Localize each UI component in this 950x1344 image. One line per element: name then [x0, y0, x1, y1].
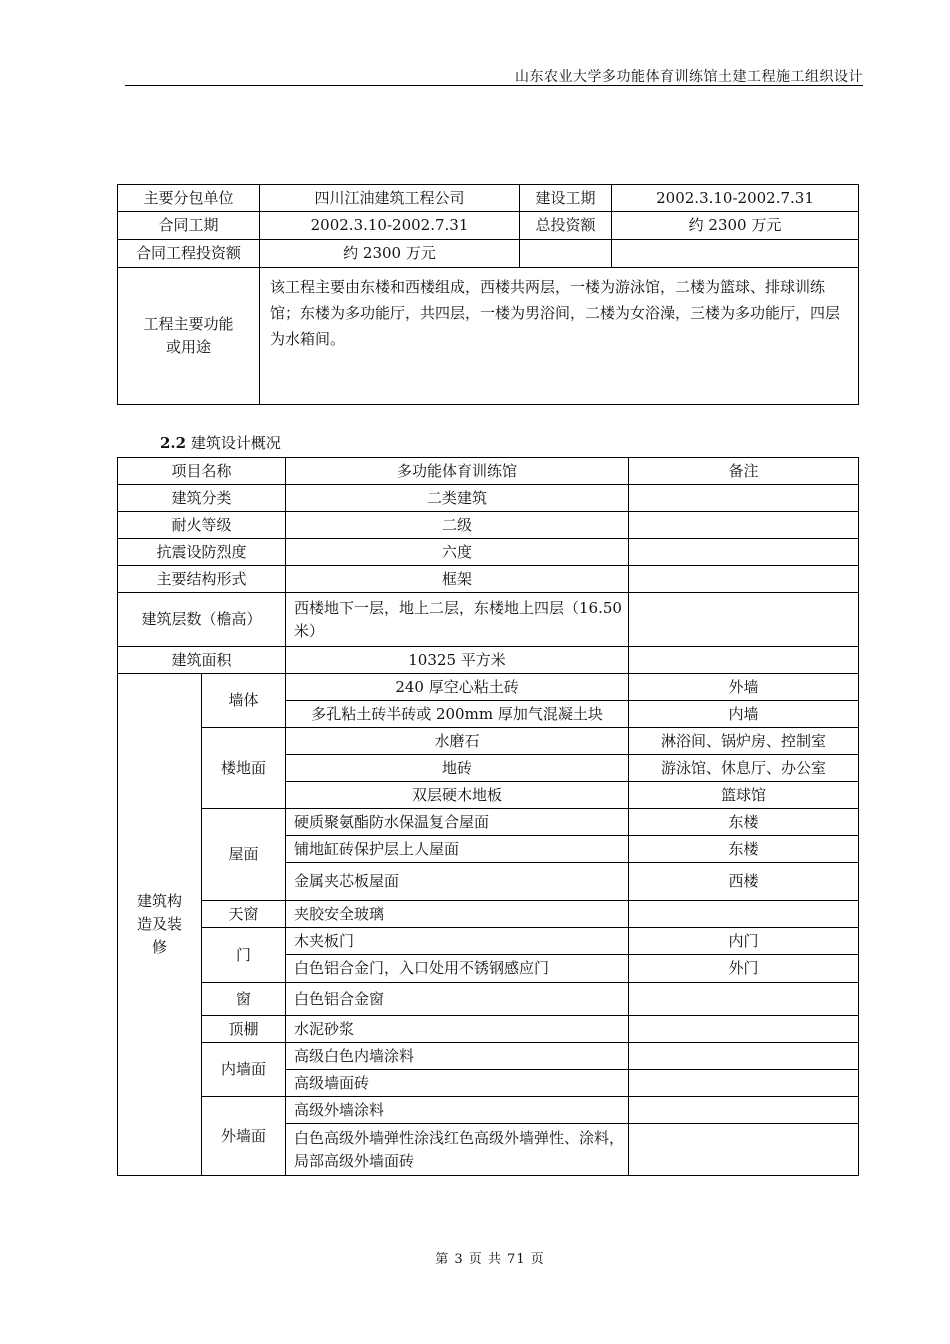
sub-label-wall: 墙体 — [202, 674, 286, 728]
table-row — [118, 809, 859, 836]
row-value: 高级墙面砖 — [286, 1070, 629, 1097]
table-row — [118, 593, 859, 647]
table-row — [118, 928, 859, 955]
label-contract-period: 合同工期 — [118, 212, 260, 240]
table-row — [118, 983, 859, 1016]
row-value: 六度 — [286, 539, 629, 566]
design-overview-table — [117, 457, 859, 1176]
row-value: 二类建筑 — [286, 485, 629, 512]
sub-label-floor: 楼地面 — [202, 728, 286, 809]
row-note — [629, 512, 859, 539]
row-value: 地砖 — [286, 755, 629, 782]
table-row — [118, 901, 859, 928]
row-note: 西楼 — [629, 863, 859, 901]
label-total-investment: 总投资额 — [520, 212, 612, 240]
row-note: 东楼 — [629, 836, 859, 863]
row-note — [629, 1016, 859, 1043]
row-note: 外墙 — [629, 674, 859, 701]
row-note — [629, 485, 859, 512]
value-subcontractor: 四川江油建筑工程公司 — [260, 185, 520, 212]
row-note — [629, 539, 859, 566]
row-value: 水泥砂浆 — [286, 1016, 629, 1043]
row-value: 高级白色内墙涂料 — [286, 1043, 629, 1070]
row-value: 多孔粘土砖半砖或 200mm 厚加气混凝土块 — [286, 701, 629, 728]
group-label-line1: 建筑构 — [136, 892, 182, 910]
row-value: 铺地缸砖保护层上人屋面 — [286, 836, 629, 863]
header-project: 多功能体育训练馆 — [286, 458, 629, 485]
table-row — [118, 1043, 859, 1070]
row-label: 建筑分类 — [118, 485, 286, 512]
value-contract-investment: 约 2300 万元 — [260, 240, 520, 268]
sub-label-inner-wall: 内墙面 — [202, 1043, 286, 1097]
row-note — [629, 647, 859, 674]
value-total-investment: 约 2300 万元 — [612, 212, 859, 240]
table-row — [118, 268, 859, 405]
table-row — [118, 485, 859, 512]
table-row — [118, 539, 859, 566]
running-header: 山东农业大学多功能体育训练馆土建工程施工组织设计 — [515, 69, 863, 85]
sub-label-door: 门 — [202, 928, 286, 983]
row-value: 框架 — [286, 566, 629, 593]
sub-label-ceiling: 顶棚 — [202, 1016, 286, 1043]
row-note — [629, 983, 859, 1016]
row-note — [629, 1043, 859, 1070]
row-label: 建筑层数（檐高） — [118, 593, 286, 647]
row-note — [629, 1097, 859, 1124]
label-contract-investment: 合同工程投资额 — [118, 240, 260, 268]
page-footer: 第 3 页 共 71 页 — [435, 1252, 545, 1267]
row-value: 木夹板门 — [286, 928, 629, 955]
row-value: 金属夹芯板屋面 — [286, 863, 629, 901]
row-value: 二级 — [286, 512, 629, 539]
sub-label-skylight: 天窗 — [202, 901, 286, 928]
table-row — [118, 185, 859, 212]
table-row — [118, 240, 859, 268]
group-label-line3: 修 — [151, 938, 167, 956]
row-note — [629, 593, 859, 647]
section-title: 建筑设计概况 — [186, 434, 281, 452]
row-label: 建筑面积 — [118, 647, 286, 674]
row-note — [629, 1124, 859, 1176]
group-label-line2: 造及装 — [136, 915, 182, 933]
row-note — [629, 901, 859, 928]
header-item-name: 项目名称 — [118, 458, 286, 485]
row-value: 夹胶安全玻璃 — [286, 901, 629, 928]
row-value: 双层硬木地板 — [286, 782, 629, 809]
row-label: 耐火等级 — [118, 512, 286, 539]
label-subcontractor: 主要分包单位 — [118, 185, 260, 212]
row-note: 外门 — [629, 955, 859, 983]
value-contract-period: 2002.3.10-2002.7.31 — [260, 212, 520, 240]
row-note — [629, 566, 859, 593]
row-value: 水磨石 — [286, 728, 629, 755]
section-heading — [160, 432, 281, 453]
table-row — [118, 566, 859, 593]
row-label: 抗震设防烈度 — [118, 539, 286, 566]
table-header-row — [118, 458, 859, 485]
row-label: 主要结构形式 — [118, 566, 286, 593]
row-value: 240 厚空心粘土砖 — [286, 674, 629, 701]
label-construction-period: 建设工期 — [520, 185, 612, 212]
row-note: 游泳馆、休息厅、办公室 — [629, 755, 859, 782]
row-value: 白色铝合金窗 — [286, 983, 629, 1016]
header-note: 备注 — [629, 458, 859, 485]
empty-cell — [520, 240, 612, 268]
project-info-table — [117, 184, 859, 405]
table-row — [118, 1016, 859, 1043]
row-value: 白色高级外墙弹性涂浅红色高级外墙弹性、涂料，局部高级外墙面砖 — [286, 1124, 629, 1176]
label-main-function-line2: 或用途 — [165, 338, 211, 356]
sub-label-outer-wall: 外墙面 — [202, 1097, 286, 1176]
table-row — [118, 728, 859, 755]
header-rule — [125, 85, 863, 86]
section-number: 2.2 — [160, 434, 187, 452]
row-note: 东楼 — [629, 809, 859, 836]
row-note — [629, 1070, 859, 1097]
row-value: 高级外墙涂料 — [286, 1097, 629, 1124]
row-note: 内墙 — [629, 701, 859, 728]
value-construction-period: 2002.3.10-2002.7.31 — [612, 185, 859, 212]
row-value: 白色铝合金门，入口处用不锈钢感应门 — [286, 955, 629, 983]
row-value: 10325 平方米 — [286, 647, 629, 674]
row-note: 内门 — [629, 928, 859, 955]
row-value: 西楼地下一层，地上二层，东楼地上四层（16.50 米） — [286, 593, 629, 647]
label-main-function-line1: 工程主要功能 — [143, 315, 234, 333]
value-main-function: 该工程主要由东楼和西楼组成，西楼共两层，一楼为游泳馆，二楼为篮球、排球训练馆；东楼为多功能厅，共四层，一楼为男浴间，二楼为女浴澡，三楼为多功能厅，四层为水箱间。 — [260, 268, 859, 405]
table-row — [118, 647, 859, 674]
table-row — [118, 674, 859, 701]
sub-label-roof: 屋面 — [202, 809, 286, 901]
label-main-function — [118, 268, 260, 405]
empty-cell — [612, 240, 859, 268]
table-row — [118, 1097, 859, 1124]
table-row — [118, 212, 859, 240]
sub-label-window: 窗 — [202, 983, 286, 1016]
row-note: 淋浴间、锅炉房、控制室 — [629, 728, 859, 755]
table-row — [118, 512, 859, 539]
row-value: 硬质聚氨酯防水保温复合屋面 — [286, 809, 629, 836]
row-note: 篮球馆 — [629, 782, 859, 809]
group-label-construction — [118, 674, 202, 1176]
